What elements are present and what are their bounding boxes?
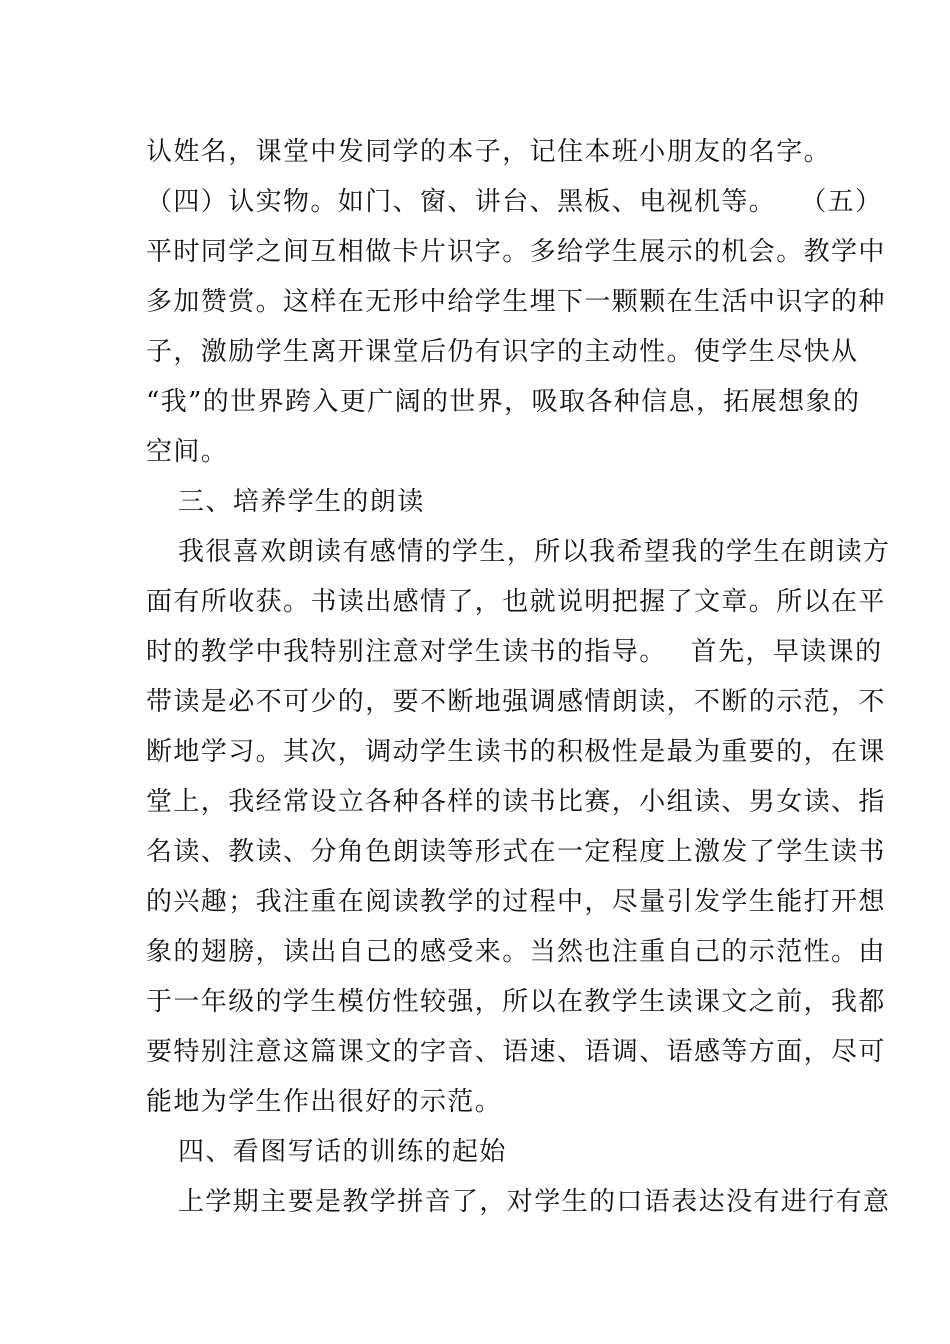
text-line: 时的教学中我特别注意对学生读书的指导。 首先，早读课的: [146, 637, 883, 667]
text-line: 能地为学生作出很好的示范。: [146, 1087, 503, 1117]
text-line: “我”的世界跨入更广阔的世界，吸取各种信息，拓展想象的: [146, 387, 861, 417]
text-line: 带读是必不可少的，要不断地强调感情朗读，不断的示范，不: [146, 687, 886, 717]
section-heading: 三、培养学生的朗读: [178, 487, 425, 517]
text-line: 要特别注意这篇课文的字音、语速、语调、语感等方面，尽可: [146, 1037, 886, 1067]
text-line: 多加赞赏。这样在无形中给学生埋下一颗颗在生活中识字的种: [146, 287, 886, 317]
text-line: 断地学习。其次，调动学生读书的积极性是最为重要的，在课: [146, 737, 886, 767]
text-line: 堂上，我经常设立各种各样的读书比赛，小组读、男女读、指: [146, 787, 886, 817]
text-line: 认姓名，课堂中发同学的本子，记住本班小朋友的名字。: [146, 137, 832, 167]
text-line: 平时同学之间互相做卡片识字。多给学生展示的机会。教学中: [146, 237, 886, 267]
text-line: 空间。: [146, 437, 229, 467]
text-line: 上学期主要是教学拼音了，对学生的口语表达没有进行有意: [178, 1187, 891, 1217]
text-line: 子，激励学生离开课堂后仍有识字的主动性。使学生尽快从: [146, 337, 859, 367]
text-line: 于一年级的学生模仿性较强，所以在教学生读课文之前，我都: [146, 987, 886, 1017]
text-line: 的兴趣；我注重在阅读教学的过程中，尽量引发学生能打开想: [146, 887, 886, 917]
text-line: （四）认实物。如门、窗、讲台、黑板、电视机等。 （五）: [146, 187, 883, 217]
text-line: 我很喜欢朗读有感情的学生，所以我希望我的学生在朗读方: [178, 537, 891, 567]
text-line: 面有所收获。书读出感情了，也就说明把握了文章。所以在平: [146, 587, 886, 617]
section-heading: 四、看图写话的训练的起始: [178, 1137, 507, 1167]
text-line: 名读、教读、分角色朗读等形式在一定程度上激发了学生读书: [146, 837, 886, 867]
text-line: 象的翅膀，读出自己的感受来。当然也注重自己的示范性。由: [146, 937, 886, 967]
